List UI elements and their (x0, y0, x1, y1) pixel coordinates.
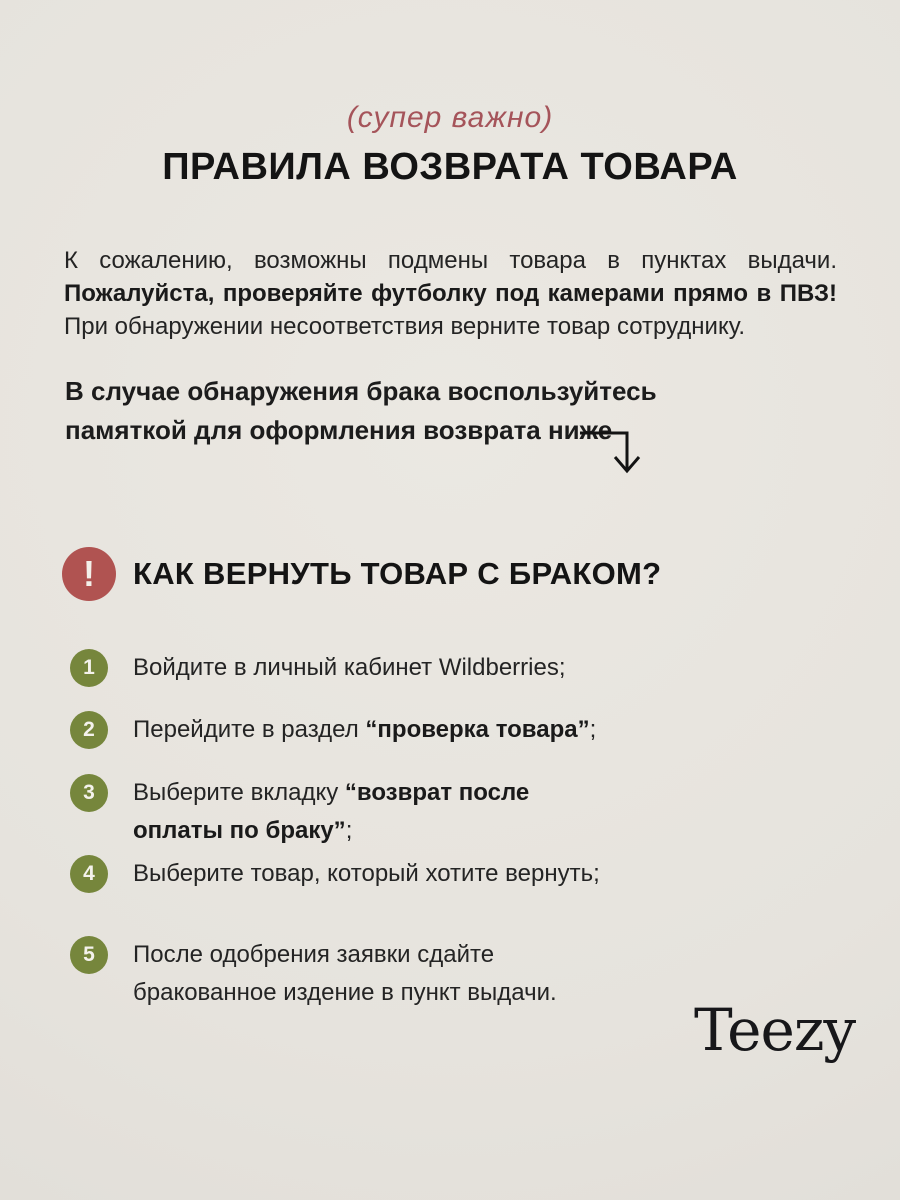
step-number-badge: 3 (70, 774, 108, 812)
kicker-text: (супер важно) (346, 101, 554, 134)
defect-notice (65, 372, 665, 450)
step-text (133, 936, 603, 1012)
exclamation-glyph: ! (83, 553, 95, 594)
step-number-badge: 1 (70, 649, 108, 687)
step-row-2 (70, 711, 596, 749)
intro-line-3: При обнаружении несоответствия верните товар сотруднику. (64, 313, 745, 340)
brand-logo: Teezy (694, 996, 856, 1064)
step-number-badge: 4 (70, 855, 108, 893)
notice-line-1: В случае обнаружения брака воспользуйтесь (65, 376, 657, 406)
step-row-4 (70, 855, 600, 893)
step-text (133, 855, 600, 893)
step-row-1 (70, 649, 566, 687)
elbow-down-arrow-icon (578, 425, 648, 485)
step-text-run: После одобрения заявки сдайте бракованное издение в пункт выдачи. (133, 941, 557, 1006)
section-title: КАК ВЕРНУТЬ ТОВАР С БРАКОМ? (133, 556, 662, 591)
notice-line-2: памяткой для оформления возврата ниже (65, 415, 613, 445)
step-number-badge: 2 (70, 711, 108, 749)
section-heading-row (62, 547, 661, 601)
step-text-run: Перейдите в раздел (133, 716, 366, 743)
step-text-bold-run: “проверка товара” (365, 716, 590, 743)
exclamation-icon (62, 547, 116, 601)
step-text-run: Выберите товар, который хотите вернуть; (133, 860, 600, 887)
step-row-5 (70, 936, 603, 1012)
step-text-run: Войдите в личный кабинет Wildberries; (133, 654, 566, 681)
step-text-run: Выберите вкладку (133, 779, 345, 806)
step-text (133, 711, 596, 749)
intro-paragraph (64, 244, 837, 343)
page-title: ПРАВИЛА ВОЗВРАТА ТОВАРА (162, 146, 738, 188)
intro-line-1: К сожалению, возможны подмены товара в пунктах выдачи. (64, 247, 837, 274)
step-number-badge: 5 (70, 936, 108, 974)
step-text (133, 774, 583, 850)
step-text-run: ; (589, 716, 597, 743)
step-text-run: ; (345, 817, 353, 844)
step-row-3 (70, 774, 583, 850)
step-text-bold-run: “возврат после оплаты по браку” (133, 779, 530, 844)
intro-line-2: Пожалуйста, проверяйте футболку под камерами прямо в ПВЗ! (64, 280, 837, 307)
step-text (133, 649, 566, 687)
